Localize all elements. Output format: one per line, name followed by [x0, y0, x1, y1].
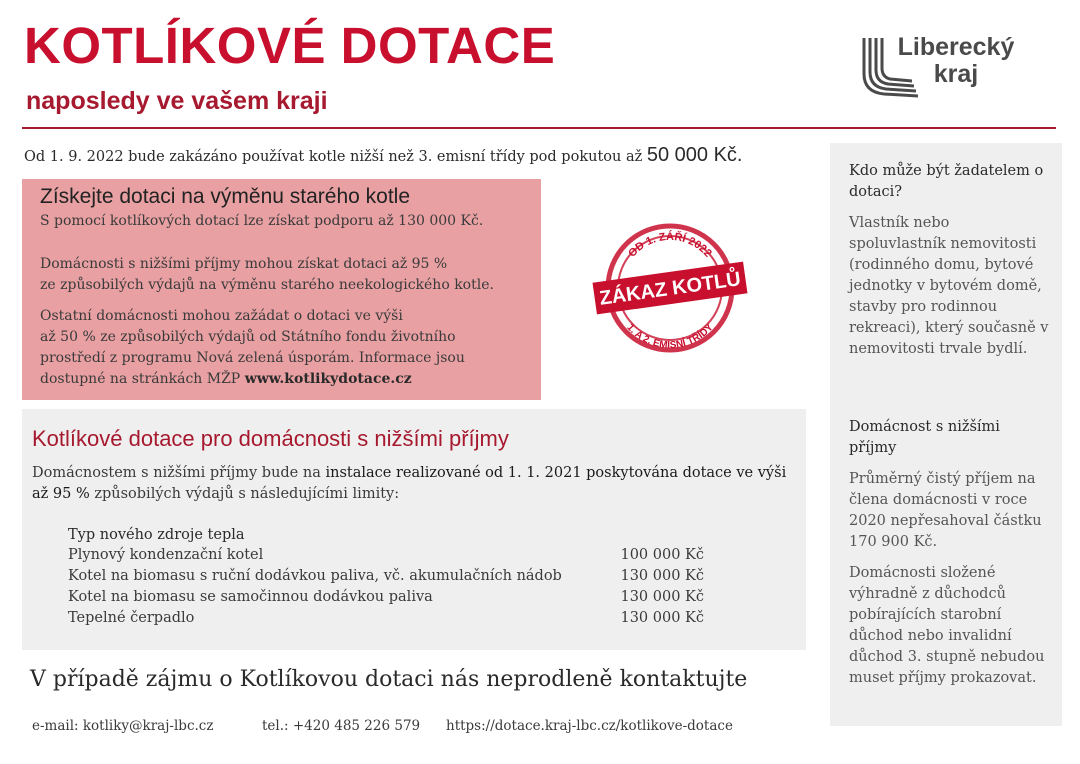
- low-income-title: Kotlíkové dotace pro domácnosti s nižšími příjmy: [32, 426, 509, 451]
- row-label: Plynový kondenzační kotel: [68, 547, 264, 563]
- row-label: Tepelné čerpadlo: [68, 610, 195, 626]
- row-value: 130 000 Kč: [620, 610, 704, 626]
- table-header: Typ nového zdroje tepla: [68, 527, 245, 543]
- boiler-ban-stamp-icon: [590, 222, 750, 354]
- page-subtitle: naposledy ve vašem kraji: [26, 87, 328, 115]
- sidebar-answer-1: Vlastník nebo spoluvlastník nemovitosti (rodinného domu, bytové jednotky v bytovém domě, stavby pro rodinnou rekreaci), který současně v nemovitosti trvale bydlí.: [849, 215, 1049, 357]
- low-income-body-prefix: Domácnostem s nižšími příjmy bude na: [32, 465, 321, 481]
- subsidy-box-title: Získejte dotaci na výměnu starého kotle: [40, 185, 411, 208]
- table-row: [68, 547, 708, 568]
- low-income-body-emphasis: instalace realizované od 1. 1. 2021 poskytována dotace ve výši až 95 %: [32, 465, 787, 502]
- contact-email[interactable]: e-mail: kotliky@kraj-lbc.cz: [32, 718, 214, 734]
- logo-line-1: Liberecký: [897, 33, 1015, 61]
- stamp-top-text: OD 1. ZÁŘÍ 2022: [626, 230, 714, 260]
- row-value: 130 000 Kč: [620, 589, 704, 605]
- contact-phone[interactable]: tel.: +420 485 226 579: [262, 718, 421, 734]
- row-label: Kotel na biomasu s ruční dodávkou paliva, vč. akumulačních nádob: [68, 568, 562, 584]
- ban-amount: 50 000 Kč.: [646, 144, 743, 166]
- row-value: 130 000 Kč: [620, 568, 704, 584]
- contact-url[interactable]: https://dotace.kraj-lbc.cz/kotlikove-dotace: [446, 718, 733, 734]
- table-row: [68, 568, 708, 589]
- header-divider: [22, 127, 1056, 129]
- logo-wordmark: [896, 34, 1016, 88]
- low-income-body: [32, 463, 792, 505]
- row-label: Kotel na biomasu se samočinnou dodávkou paliva: [68, 589, 433, 605]
- stamp-main-text: ZÁKAZ KOTLŮ: [598, 268, 743, 310]
- kotlikydotace-link[interactable]: www.kotlikydotace.cz: [244, 371, 412, 387]
- subsidy-para2-line2: ze způsobilých výdajů na výměnu starého neekologického kotle.: [40, 277, 494, 293]
- sidebar-question-1: Kdo může být žadatelem o dotaci?: [849, 163, 1044, 200]
- subsidy-para2-line1: Domácnosti s nižšími příjmy mohou získat dotaci až 95 %: [40, 256, 448, 272]
- page-title: KOTLÍKOVÉ DOTACE: [24, 17, 556, 74]
- sidebar-question-2: Domácnost s nižšími příjmy: [849, 419, 1000, 456]
- subsidy-para3-line1: Ostatní domácnosti mohou zažádat o dotaci ve výši: [40, 308, 403, 324]
- subsidy-para3-line3: prostředí z programu Nová zelená úsporám. Informace jsou: [40, 350, 465, 366]
- sidebar-answer-2: Průměrný čistý příjem na člena domácnosti v roce 2020 nepřesahoval částku 170 900 Kč.: [849, 471, 1042, 550]
- ban-text: Od 1. 9. 2022 bude zakázáno používat kotle nižší než 3. emisní třídy pod pokutou až: [24, 149, 643, 165]
- subsidy-para3-line2: až 50 % ze způsobilých výdajů od Státního fondu životního: [40, 329, 456, 345]
- row-value: 100 000 Kč: [620, 547, 704, 563]
- low-income-body-suffix: způsobilých výdajů s následujícími limity:: [94, 486, 400, 502]
- subsidy-line-1: S pomocí kotlíkových dotací lze získat podporu až 130 000 Kč.: [40, 213, 484, 229]
- logo-line-2: kraj: [933, 60, 979, 88]
- table-row: [68, 589, 708, 610]
- stamp-bottom-text: 1. A 2. EMISNÍ TŘÍDY: [624, 322, 716, 352]
- ban-notice: [24, 144, 742, 167]
- sidebar-answer-3: Domácnosti složené výhradně z důchodců pobírajících starobní důchod nebo invalidní důchod 3. stupně nebudou muset příjmy prokazovat.: [849, 565, 1045, 686]
- subsidy-para3-line4: [40, 369, 412, 390]
- subsidy-para3-prefix: dostupné na stránkách MŽP: [40, 371, 241, 387]
- contact-heading: V případě zájmu o Kotlíkovou dotaci nás neprodleně kontaktujte: [30, 667, 748, 692]
- table-row: [68, 610, 708, 631]
